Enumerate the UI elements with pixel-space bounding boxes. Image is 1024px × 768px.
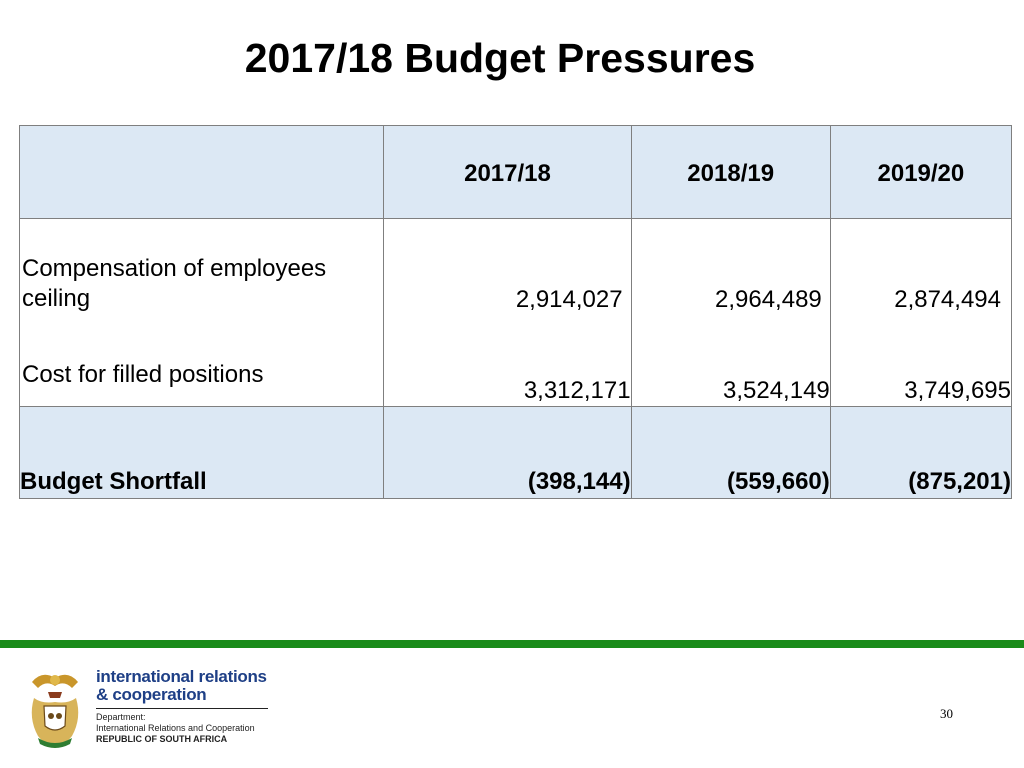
dept-line2: International Relations and Cooperation bbox=[96, 723, 255, 733]
body-cell-2019-20 bbox=[830, 219, 1011, 407]
org-name-line1: international relations bbox=[96, 667, 267, 686]
org-divider bbox=[96, 708, 268, 709]
slide-title: 2017/18 Budget Pressures bbox=[244, 35, 756, 81]
dept-line3: REPUBLIC OF SOUTH AFRICA bbox=[96, 734, 228, 744]
row-label-compensation bbox=[22, 254, 383, 314]
department-logo bbox=[24, 668, 284, 752]
row-label-filled-positions: Cost for filled positions bbox=[22, 361, 264, 388]
body-cell-2018-19 bbox=[631, 219, 830, 407]
row-label-compensation-line1: Compensation of employees bbox=[22, 255, 327, 282]
value-filled-2017-18: 3,312,171 bbox=[523, 377, 631, 404]
budget-table bbox=[19, 125, 1012, 499]
org-name bbox=[96, 668, 267, 704]
table-header-row bbox=[20, 126, 1012, 219]
value-compensation-2019-20: 2,874,494 bbox=[894, 286, 1001, 313]
header-cell-empty bbox=[20, 126, 384, 219]
header-cell-2017-18: 2017/18 bbox=[384, 126, 631, 219]
value-compensation-2018-19: 2,964,489 bbox=[715, 286, 822, 313]
table-shortfall-row bbox=[20, 407, 1012, 499]
header-cell-2019-20: 2019/20 bbox=[830, 126, 1011, 219]
org-name-line2: & cooperation bbox=[96, 685, 207, 704]
body-label-cell bbox=[20, 219, 384, 407]
department-text bbox=[96, 712, 255, 745]
south-africa-coat-of-arms-icon bbox=[24, 668, 86, 752]
value-compensation-2017-18: 2,914,027 bbox=[515, 286, 623, 313]
body-cell-2017-18 bbox=[384, 219, 631, 407]
footer-green-bar bbox=[0, 640, 1024, 648]
value-filled-2018-19: 3,524,149 bbox=[723, 377, 830, 404]
page-number: 30 bbox=[940, 706, 953, 721]
value-filled-2019-20: 3,749,695 bbox=[904, 377, 1011, 404]
row-label-shortfall: Budget Shortfall bbox=[20, 407, 384, 499]
value-shortfall-2019-20: (875,201) bbox=[830, 407, 1011, 499]
table-body-row bbox=[20, 219, 1012, 407]
row-label-compensation-line2: ceiling bbox=[22, 285, 91, 312]
value-shortfall-2017-18: (398,144) bbox=[384, 407, 631, 499]
header-cell-2018-19: 2018/19 bbox=[631, 126, 830, 219]
value-shortfall-2018-19: (559,660) bbox=[631, 407, 830, 499]
dept-line1: Department: bbox=[96, 712, 146, 722]
